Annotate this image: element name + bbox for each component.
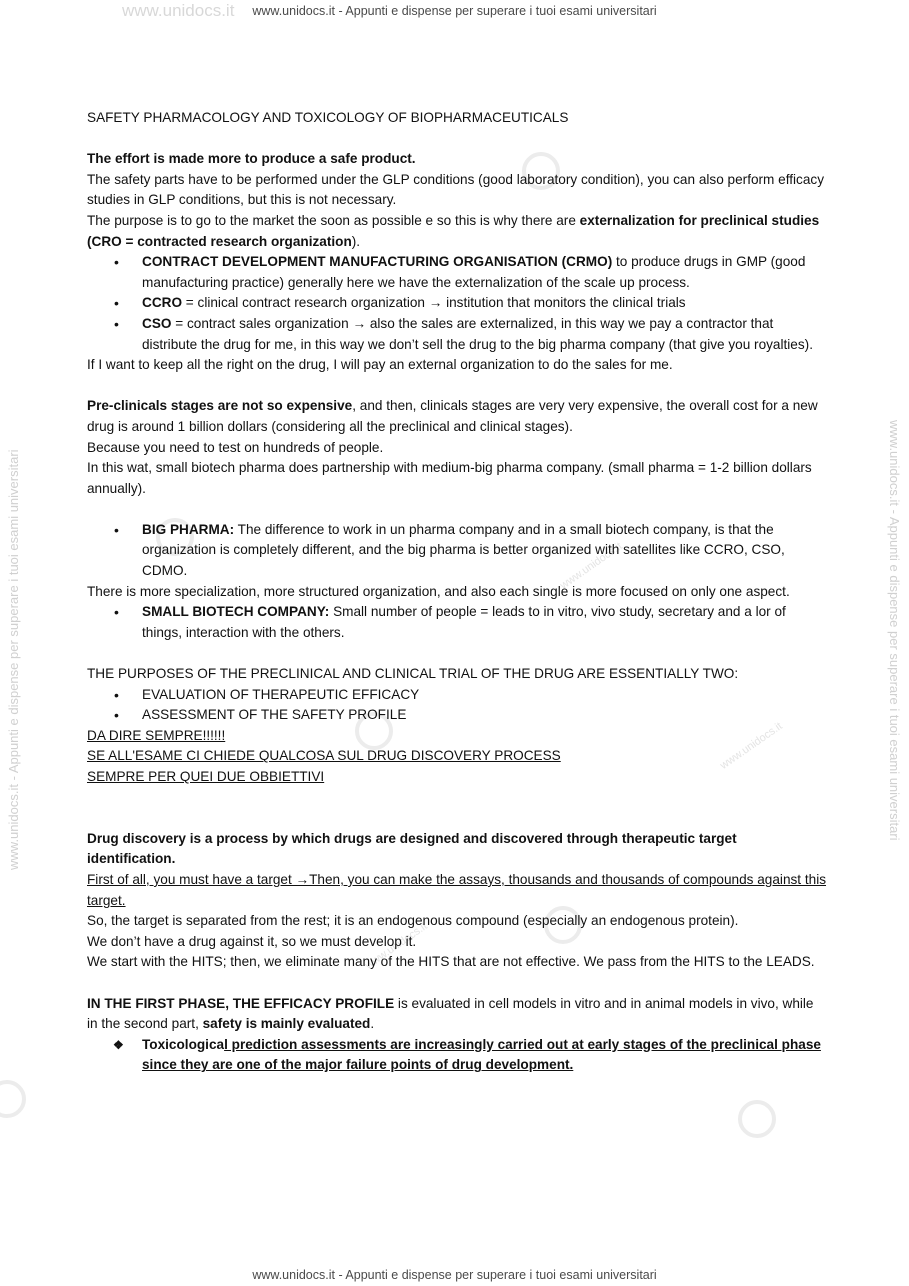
paragraph: The purpose is to go to the market the soon as possible e so this is why there are externalization for preclinical studies (CRO = contracted research organization). (87, 212, 820, 249)
document-body (87, 108, 827, 1076)
paragraph: In this wat, small biotech pharma does partnership with medium-big pharma company. (small pharma = 1-2 billion dollars annually). (87, 460, 812, 496)
list-item: • SMALL BIOTECH COMPANY: Small number of people = leads to in vitro, vivo study, secretary and a lor of things, interaction with the others. (87, 602, 827, 643)
list-item: • CSO = contract sales organization → also the sales are externalized, in this way we pay a contractor that distribute the drug for me, in this way we don’t sell the drug to the big pharma company (that give you royalties). (87, 314, 827, 355)
paragraph: The effort is made more to produce a safe product. (87, 151, 416, 167)
unidocs-logo-icon (0, 1080, 26, 1118)
bullet-list (87, 252, 827, 355)
page-header (0, 1, 909, 20)
paragraph: We don’t have a drug against it, so we must develop it. (87, 933, 417, 949)
watermark-text: www.unidocs.it (363, 920, 430, 972)
page-footer (0, 1268, 909, 1282)
paragraph: Drug discovery is a process by which drugs are designed and discovered through therapeutic target identification. (87, 830, 737, 867)
paragraph: First of all, you must have a target →Then, you can make the assays, thousands and thousands of compounds against this target. (87, 871, 827, 908)
list-item: • BIG PHARMA: The difference to work in un pharma company and in a small biotech company, is that the organization is completely different, and the big pharma is better organized with satellites like CCRO, CSO, CDMO. (87, 520, 827, 582)
paragraph: There is more specialization, more structured organization, and also each single is more focused on only one aspect. (87, 583, 790, 599)
paragraph: The safety parts have to be performed under the GLP conditions (good laboratory condition), you can also perform efficacy studies in GLP conditions, but this is not necessary. (87, 171, 824, 208)
list-item: ❖ Toxicological prediction assessments are increasingly carried out at early stages of the preclinical phase since they are one of the major failure points of drug development. (87, 1035, 827, 1076)
list-item: • CCRO = clinical contract research organization → institution that monitors the clinical trials (87, 293, 827, 314)
paragraph: Pre-clinicals stages are not so expensive, and then, clinicals stages are very very expensive, the overall cost for a new drug is around 1 billion dollars (considering all the preclinical and clinical stages). (87, 398, 818, 434)
underlined-note: DA DIRE SEMPRE!!!!!! (87, 727, 226, 743)
paragraph: THE PURPOSES OF THE PRECLINICAL AND CLINICAL TRIAL OF THE DRUG ARE ESSENTIALLY TWO: (87, 666, 739, 682)
watermark-text: www.unidocs.it (718, 720, 785, 772)
underlined-note: SEMPRE PER QUEI DUE OBBIETTIVI (87, 769, 325, 784)
unidocs-logo-icon (738, 1100, 776, 1138)
watermark-text: www.unidocs.it (558, 540, 625, 592)
paragraph: Because you need to test on hundreds of people. (87, 439, 384, 455)
bullet-list (87, 685, 827, 726)
paragraph: So, the target is separated from the rest; it is an endogenous compound (especially an endogenous protein). (87, 913, 739, 929)
left-margin-watermark: www.unidocs.it - Appunti e dispense per superare i tuoi esami universitari (6, 449, 21, 870)
paragraph: IN THE FIRST PHASE, THE EFFICACY PROFILE is evaluated in cell models in vitro and in animal models in vivo, while in the second part, safety is mainly evaluated. (87, 995, 814, 1032)
list-item: • CONTRACT DEVELOPMENT MANUFACTURING ORGANISATION (CRMO) to produce drugs in GMP (good manufacturing practice) generally here we have the externalization of the scale up process. (87, 252, 827, 293)
paragraph: We start with the HITS; then, we eliminate many of the HITS that are not effective. We pass from the HITS to the LEADS. (87, 954, 815, 970)
list-item: • EVALUATION OF THERAPEUTIC EFFICACY (87, 685, 827, 706)
document-title: SAFETY PHARMACOLOGY AND TOXICOLOGY OF BIOPHARMACEUTICALS (87, 110, 569, 125)
bullet-list (87, 602, 827, 643)
paragraph: If I want to keep all the right on the drug, I will pay an external organization to do the sales for me. (87, 357, 673, 373)
list-item: • ASSESSMENT OF THE SAFETY PROFILE (87, 705, 827, 726)
bullet-list (87, 520, 827, 582)
header-text: www.unidocs.it - Appunti e dispense per superare i tuoi esami universitari (252, 4, 657, 18)
footer-text: www.unidocs.it - Appunti e dispense per superare i tuoi esami universitari (252, 1268, 657, 1282)
right-margin-watermark: www.unidocs.it - Appunti e dispense per superare i tuoi esami universitari (887, 420, 902, 841)
header-watermark-ghost: www.unidocs.it (122, 1, 235, 20)
bullet-list (87, 1035, 827, 1076)
underlined-note: SE ALL'ESAME CI CHIEDE QUALCOSA SUL DRUG DISCOVERY PROCESS (87, 748, 561, 764)
